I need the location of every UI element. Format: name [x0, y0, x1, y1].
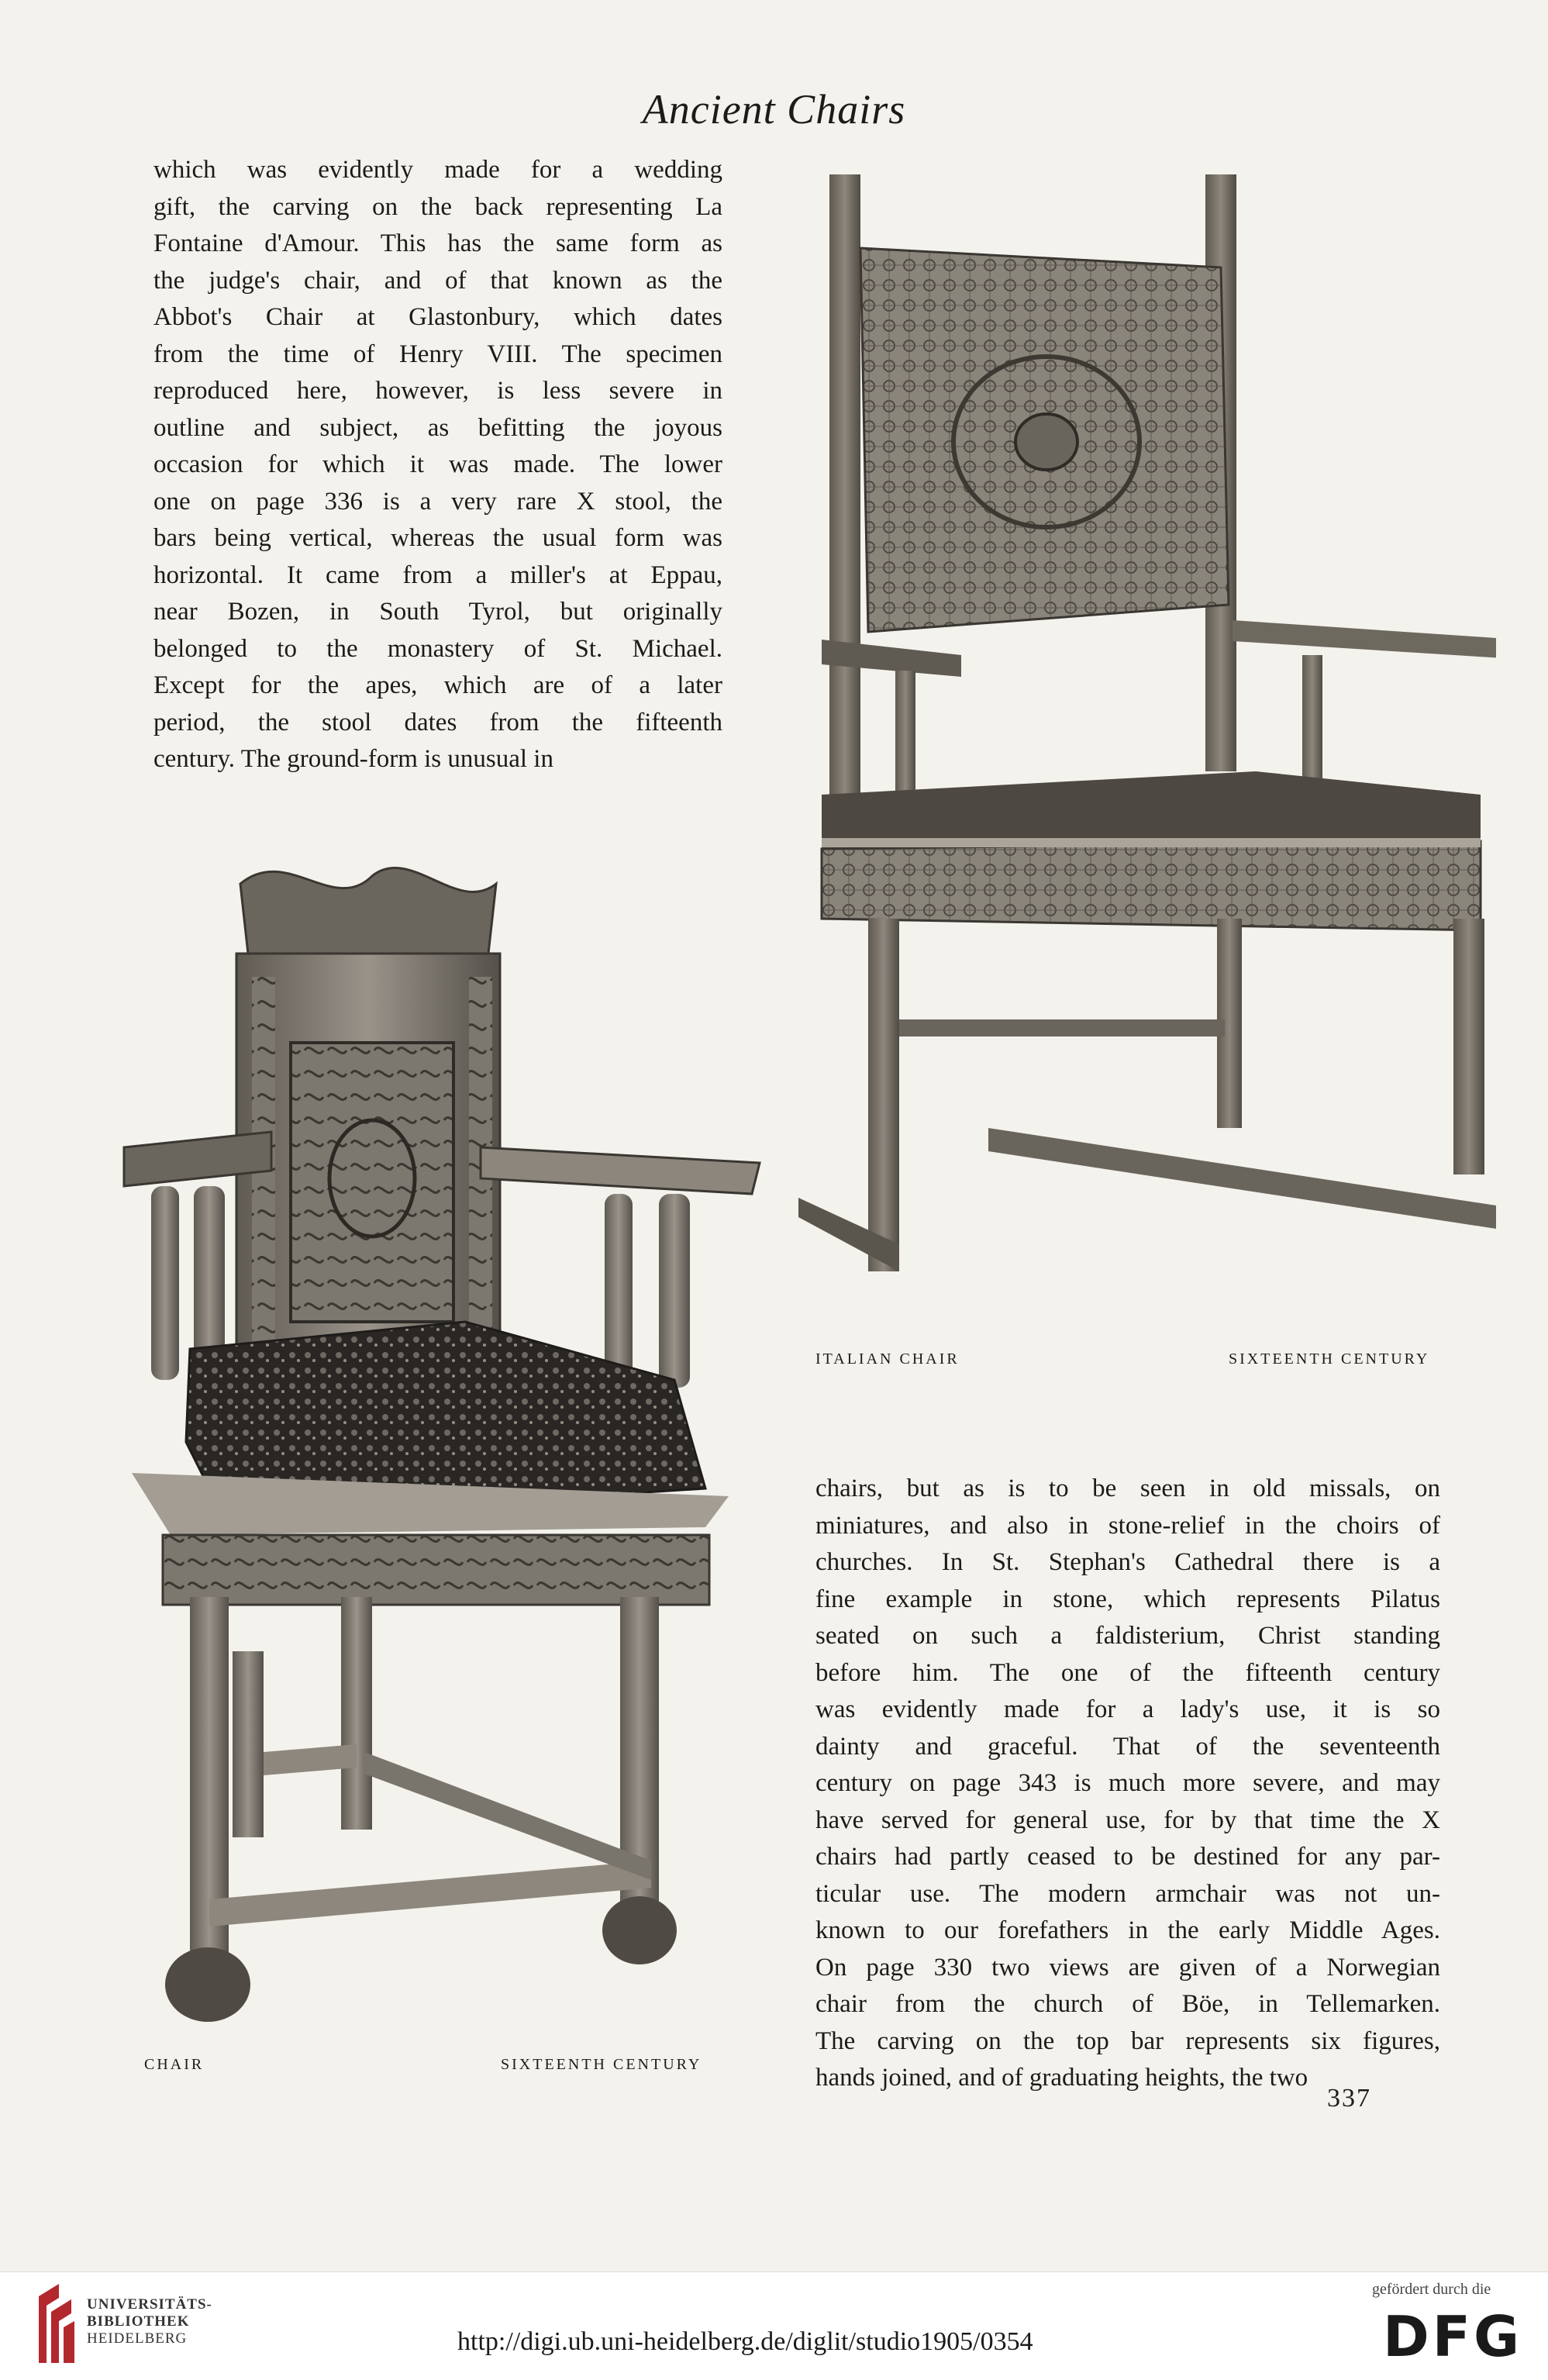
italian-chair-caption-right: SIXTEENTH CENTURY [1229, 1350, 1430, 1368]
text-line: bars being vertical, whereas the usual form was [153, 524, 722, 552]
text-line: have served for general use, for by that time the X [815, 1806, 1440, 1834]
text-line: ticular use. The modern armchair was not un- [815, 1879, 1440, 1908]
carved-chair-caption-right: SIXTEENTH CENTURY [501, 2056, 702, 2073]
text-line: Except for the apes, which are of a later [153, 671, 722, 699]
page-number: 337 [1327, 2084, 1371, 2113]
text-line: The carving on the top bar represents six figures, [815, 2026, 1440, 2055]
text-line: horizontal. It came from a miller's at Eppau, [153, 561, 722, 589]
dfg-logo: DFG [1383, 2304, 1523, 2369]
university-library-logo-icon [36, 2281, 76, 2366]
text-line: chairs had partly ceased to be destined for any par- [815, 1843, 1440, 1871]
text-line: churches. In St. Stephan's Cathedral there is a [815, 1548, 1440, 1576]
permalink-url[interactable]: http://digi.ub.uni-heidelberg.de/diglit/studio1905/0354 [457, 2327, 1033, 2356]
text-line: Fontaine d'Amour. This has the same form as [153, 229, 722, 257]
text-line: outline and subject, as befitting the joyous [153, 413, 722, 442]
italian-chair-caption-left: ITALIAN CHAIR [815, 1350, 960, 1368]
text-line: was evidently made for a lady's use, it is so [815, 1695, 1440, 1723]
text-line: On page 330 two views are given of a Norwegian [815, 1953, 1440, 1982]
text-line: occasion for which it was made. The lower [153, 450, 722, 478]
text-line: century on page 343 is much more severe, and may [815, 1769, 1440, 1797]
text-line: dainty and graceful. That of the seventeenth [815, 1732, 1440, 1761]
text-column-right [815, 1471, 1440, 2097]
carved-chair-illustration [116, 853, 767, 2031]
text-line: one on page 336 is a very rare X stool, the [153, 487, 722, 516]
text-line: fine example in stone, which represents Pilatus [815, 1585, 1440, 1613]
text-line: seated on such a faldisterium, Christ standing [815, 1622, 1440, 1650]
text-line: hands joined, and of graduating heights, the two [815, 2064, 1308, 2092]
text-line: near Bozen, in South Tyrol, but originally [153, 598, 722, 626]
text-line: chairs, but as is to be seen in old missals, on [815, 1475, 1440, 1502]
text-line: century. The ground-form is unusual in [153, 745, 553, 773]
text-line: known to our forefathers in the early Middle Ages. [815, 1916, 1440, 1944]
text-line: the judge's chair, and of that known as the [153, 266, 722, 295]
text-line: miniatures, and also in stone-relief in the choirs of [815, 1511, 1440, 1540]
library-name-line: UNIVERSITÄTS- [87, 2296, 212, 2313]
funded-by-label: gefördert durch die [1372, 2281, 1491, 2298]
library-name [87, 2296, 212, 2347]
carved-chair-figure [116, 853, 767, 2031]
text-line: gift, the carving on the back representing La [153, 192, 722, 221]
text-line: period, the stool dates from the fifteenth [153, 708, 722, 736]
text-line: chair from the church of Böe, in Tellemarken. [815, 1990, 1440, 2018]
viewer-footer [0, 2271, 1548, 2380]
running-head: Ancient Chairs [642, 86, 906, 133]
text-line: reproduced here, however, is less severe in [153, 377, 722, 405]
italian-chair-illustration [798, 174, 1496, 1330]
text-line: belonged to the monastery of St. Michael. [153, 634, 722, 663]
text-line: which was evidently made for a wedding [153, 156, 722, 184]
text-column-left [153, 152, 722, 778]
italian-chair-figure [798, 174, 1496, 1330]
library-name-line: HEIDELBERG [87, 2330, 188, 2347]
text-line: from the time of Henry VIII. The specimen [153, 340, 722, 368]
text-line: before him. The one of the fifteenth century [815, 1658, 1440, 1687]
library-name-line: BIBLIOTHEK [87, 2313, 190, 2330]
text-line: Abbot's Chair at Glastonbury, which dates [153, 303, 722, 331]
carved-chair-caption-left: CHAIR [144, 2056, 205, 2073]
